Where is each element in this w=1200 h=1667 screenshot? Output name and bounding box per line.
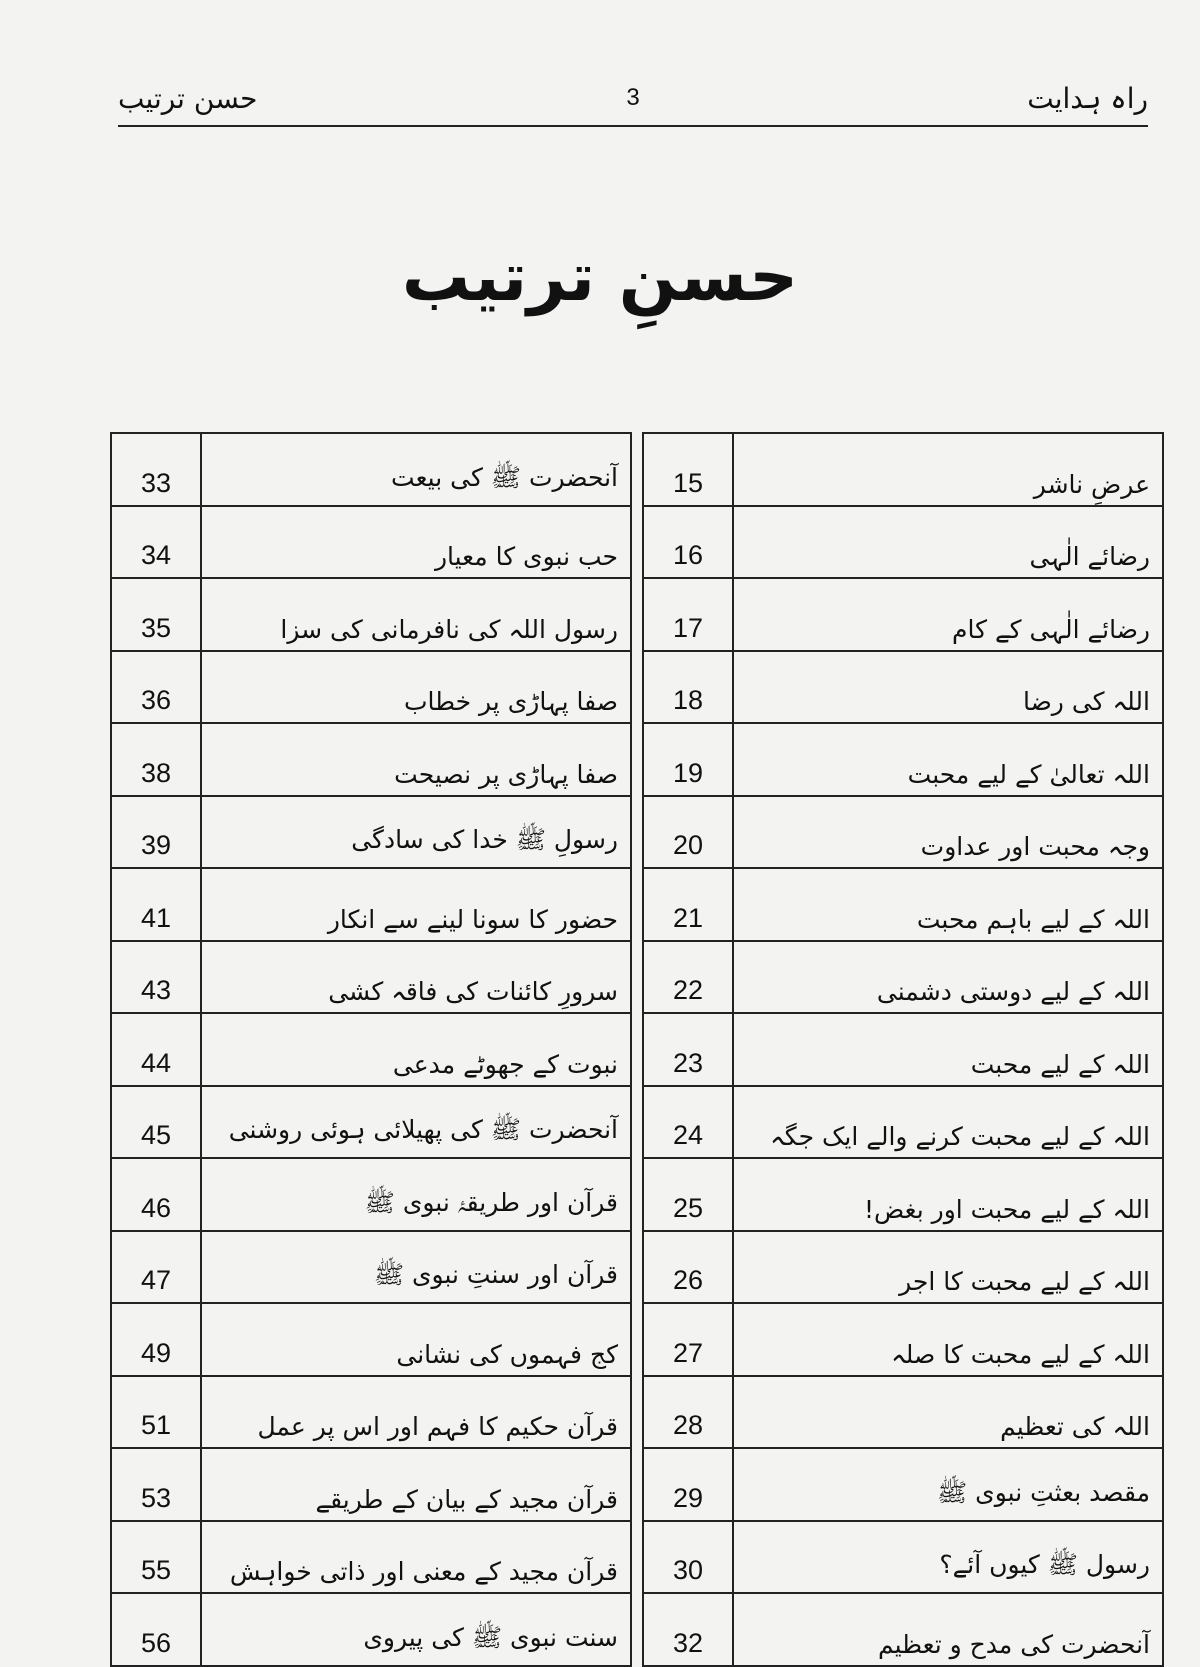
toc-page-number: 24 [643, 1086, 733, 1159]
toc-page-number: 30 [643, 1521, 733, 1594]
toc-entry-title: رسول ﷺ کیوں آئے؟ [733, 1521, 1163, 1594]
header-book-title: راہ ہدایت [1027, 82, 1148, 115]
toc-entry-title: اللہ تعالیٰ کے لیے محبت [733, 723, 1163, 796]
toc-row [111, 1521, 631, 1594]
toc-page-number: 53 [111, 1448, 201, 1521]
toc-entry-title: اللہ کے لیے باہم محبت [733, 868, 1163, 941]
toc-row [111, 1231, 631, 1304]
toc-entry-title: رضائے الٰہی کے کام [733, 578, 1163, 651]
toc-entry-title: حضور کا سونا لینے سے انکار [201, 868, 631, 941]
toc-page-number: 36 [111, 651, 201, 724]
toc-entry-title: قرآن اور طریقۂ نبوی ﷺ [201, 1158, 631, 1231]
toc-entry-title: سنت نبوی ﷺ کی پیروی [201, 1593, 631, 1666]
toc-page-number: 35 [111, 578, 201, 651]
toc-row [111, 941, 631, 1014]
page-title: حسنِ ترتیب [401, 238, 799, 317]
toc-page-number: 26 [643, 1231, 733, 1304]
toc-entry-title: اللہ کے لیے محبت کا اجر [733, 1231, 1163, 1304]
toc-page-number: 27 [643, 1303, 733, 1376]
toc-page-number: 23 [643, 1013, 733, 1086]
toc-page-number: 51 [111, 1376, 201, 1449]
toc-row [111, 1448, 631, 1521]
toc-page-number: 34 [111, 506, 201, 579]
toc-row [643, 1158, 1163, 1231]
toc-row [111, 723, 631, 796]
page-header [118, 82, 1148, 122]
toc-row [111, 1013, 631, 1086]
toc-page-number: 29 [643, 1448, 733, 1521]
toc-page-number: 47 [111, 1231, 201, 1304]
toc-entry-title: اللہ کی رضا [733, 651, 1163, 724]
toc-page-number: 46 [111, 1158, 201, 1231]
toc-page-number: 18 [643, 651, 733, 724]
toc-page-number: 41 [111, 868, 201, 941]
toc-row [643, 651, 1163, 724]
toc-row [111, 578, 631, 651]
toc-row [111, 651, 631, 724]
toc-page-number: 45 [111, 1086, 201, 1159]
toc-entry-title: اللہ کے لیے محبت کرنے والے ایک جگہ [733, 1086, 1163, 1159]
toc-entry-title: سرورِ کائنات کی فاقہ کشی [201, 941, 631, 1014]
toc-entry-title: اللہ کے لیے دوستی دشمنی [733, 941, 1163, 1014]
toc-page-number: 21 [643, 868, 733, 941]
toc-entry-title: رسولِ ﷺ خدا کی سادگی [201, 796, 631, 869]
toc-row [643, 796, 1163, 869]
toc-page-number: 19 [643, 723, 733, 796]
toc-entry-title: رضائے الٰہی [733, 506, 1163, 579]
toc-row [643, 506, 1163, 579]
toc-entry-title: اللہ کے لیے محبت اور بغض! [733, 1158, 1163, 1231]
toc-row [643, 433, 1163, 506]
toc-page-number: 22 [643, 941, 733, 1014]
toc-row [643, 1593, 1163, 1666]
toc-page-number: 16 [643, 506, 733, 579]
toc-row [111, 1086, 631, 1159]
toc-row [643, 1013, 1163, 1086]
toc-page-number: 32 [643, 1593, 733, 1666]
toc-row [111, 433, 631, 506]
toc-row [111, 868, 631, 941]
toc-row [643, 1448, 1163, 1521]
toc-entry-title: عرضِ ناشر [733, 433, 1163, 506]
toc-entry-title: صفا پہاڑی پر نصیحت [201, 723, 631, 796]
toc-row [643, 941, 1163, 1014]
toc-row [111, 1376, 631, 1449]
toc-page-number: 38 [111, 723, 201, 796]
toc-page-number: 55 [111, 1521, 201, 1594]
toc-page-number: 56 [111, 1593, 201, 1666]
toc-row [111, 1158, 631, 1231]
toc-page-number: 17 [643, 578, 733, 651]
toc-row [643, 868, 1163, 941]
toc-entry-title: رسول اللہ کی نافرمانی کی سزا [201, 578, 631, 651]
toc-row [643, 1086, 1163, 1159]
toc-entry-title: نبوت کے جھوٹے مدعی [201, 1013, 631, 1086]
toc-entry-title: قرآن مجید کے معنی اور ذاتی خواہش [201, 1521, 631, 1594]
toc-page-number: 43 [111, 941, 201, 1014]
toc-row [643, 1376, 1163, 1449]
toc-row [111, 1303, 631, 1376]
toc-table-right [642, 432, 1164, 1667]
toc-entry-title: حب نبوی کا معیار [201, 506, 631, 579]
header-divider [118, 125, 1148, 127]
toc-row [643, 1303, 1163, 1376]
toc-page-number: 49 [111, 1303, 201, 1376]
toc-entry-title: آنحضرت ﷺ کی پھیلائی ہوئی روشنی [201, 1086, 631, 1159]
toc-page-number: 39 [111, 796, 201, 869]
toc-entry-title: اللہ کی تعظیم [733, 1376, 1163, 1449]
toc-page-number: 15 [643, 433, 733, 506]
toc-row [643, 1231, 1163, 1304]
toc-entry-title: آنحضرت ﷺ کی بیعت [201, 433, 631, 506]
toc-entry-title: اللہ کے لیے محبت کا صلہ [733, 1303, 1163, 1376]
toc-table-left [110, 432, 632, 1667]
toc-row [111, 796, 631, 869]
toc-page-number: 44 [111, 1013, 201, 1086]
toc-entry-title: کج فہموں کی نشانی [201, 1303, 631, 1376]
toc-page-number: 25 [643, 1158, 733, 1231]
toc-row [643, 723, 1163, 796]
toc-page-number: 28 [643, 1376, 733, 1449]
header-chapter-title: حسن ترتیب [118, 82, 258, 115]
toc-row [111, 1593, 631, 1666]
header-page-number: 3 [626, 84, 640, 111]
toc-entry-title: قرآن حکیم کا فہم اور اس پر عمل [201, 1376, 631, 1449]
toc-entry-title: صفا پہاڑی پر خطاب [201, 651, 631, 724]
toc-page-number: 20 [643, 796, 733, 869]
toc-entry-title: قرآن مجید کے بیان کے طریقے [201, 1448, 631, 1521]
toc-entry-title: مقصد بعثتِ نبوی ﷺ [733, 1448, 1163, 1521]
toc-entry-title: آنحضرت کی مدح و تعظیم [733, 1593, 1163, 1666]
toc-row [643, 1521, 1163, 1594]
toc-entry-title: وجہ محبت اور عداوت [733, 796, 1163, 869]
toc-page-number: 33 [111, 433, 201, 506]
toc-entry-title: اللہ کے لیے محبت [733, 1013, 1163, 1086]
toc-entry-title: قرآن اور سنتِ نبوی ﷺ [201, 1231, 631, 1304]
toc-row [111, 506, 631, 579]
toc-row [643, 578, 1163, 651]
